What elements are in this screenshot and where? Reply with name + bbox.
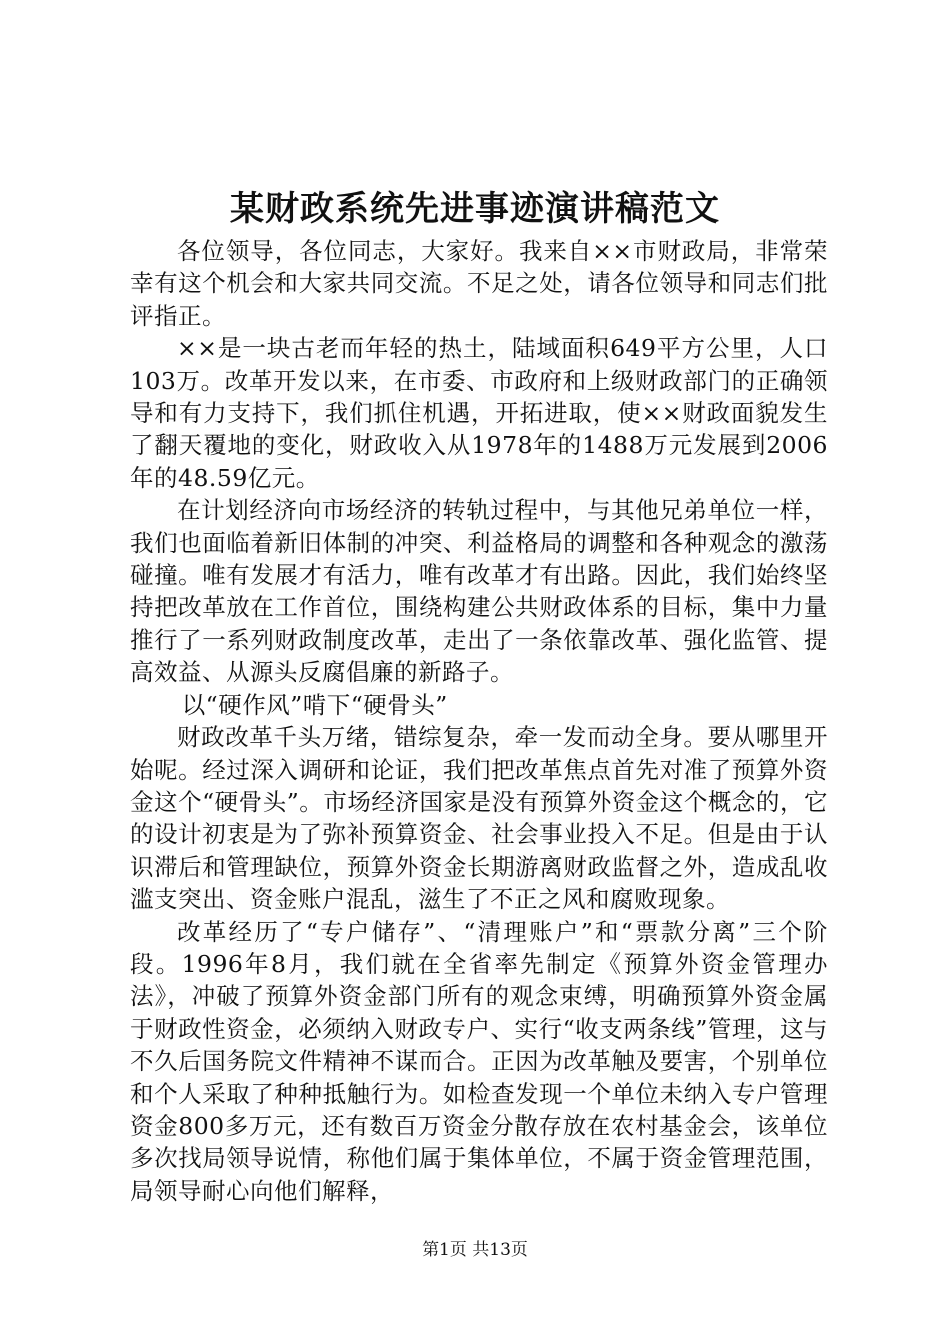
section-subheading: 以“硬作风”啃下“硬骨头” [181, 690, 448, 719]
document-body [130, 235, 828, 1207]
paragraph-reform-stages: 改革经历了“专户储存”、“清理账户”和“票款分离”三个阶段。1996年8月，我们就在全省率先制定《预算外资金管理办法》，冲破了预算外资金部门所有的观念束缚，明确预算外资金属于财政性资金，必须纳入财政专户、实行“收支两条线”管理，这与不久后国务院文件精神不谋而合。正因为改革触及要害，个别单位和个人采取了种种抵触行为。如检查发现一个单位未纳入专户管理资金800多万元，还有数百万资金分散存放在农村基金会，该单位多次找局领导说情，称他们属于集体单位，不属于资金管理范围，局领导耐心向他们解释， [130, 917, 828, 1205]
paragraph-reform-background: 在计划经济向市场经济的转轨过程中，与其他兄弟单位一样，我们也面临着新旧体制的冲突、利益格局的调整和各种观念的激荡碰撞。唯有发展才有活力，唯有改革才有出路。因此，我们始终坚持把改革放在工作首位，围绕构建公共财政体系的目标，集中力量推行了一系列财政制度改革，走出了一条依靠改革、强化监管、提高效益、从源头反腐倡廉的新路子。 [130, 496, 828, 687]
paragraph-city-overview: ××是一块古老而年轻的热土，陆域面积649平方公里，人口103万。改革开发以来，在市委、市政府和上级财政部门的正确领导和有力支持下，我们抓住机遇，开拓进取，使××财政面貌发生了翻天覆地的变化，财政收入从1978年的1488万元发展到2006年的48.59亿元。 [130, 334, 828, 492]
document-title: 某财政系统先进事迹演讲稿范文 [230, 189, 720, 229]
page-footer: 第1页 共13页 [422, 1240, 528, 1260]
paragraph-greeting: 各位领导，各位同志，大家好。我来自××市财政局，非常荣幸有这个机会和大家共同交流。不足之处，请各位领导和同志们批评指正。 [130, 237, 828, 330]
paragraph-extra-budget-funds: 财政改革千头万绪，错综复杂，牵一发而动全身。要从哪里开始呢。经过深入调研和论证，我们把改革焦点首先对准了预算外资金这个“硬骨头”。市场经济国家是没有预算外资金这个概念的，它的设计初衷是为了弥补预算资金、社会事业投入不足。但是由于认识滞后和管理缺位，预算外资金长期游离财政监督之外，造成乱收滥支突出、资金账户混乱，滋生了不正之风和腐败现象。 [130, 723, 828, 914]
